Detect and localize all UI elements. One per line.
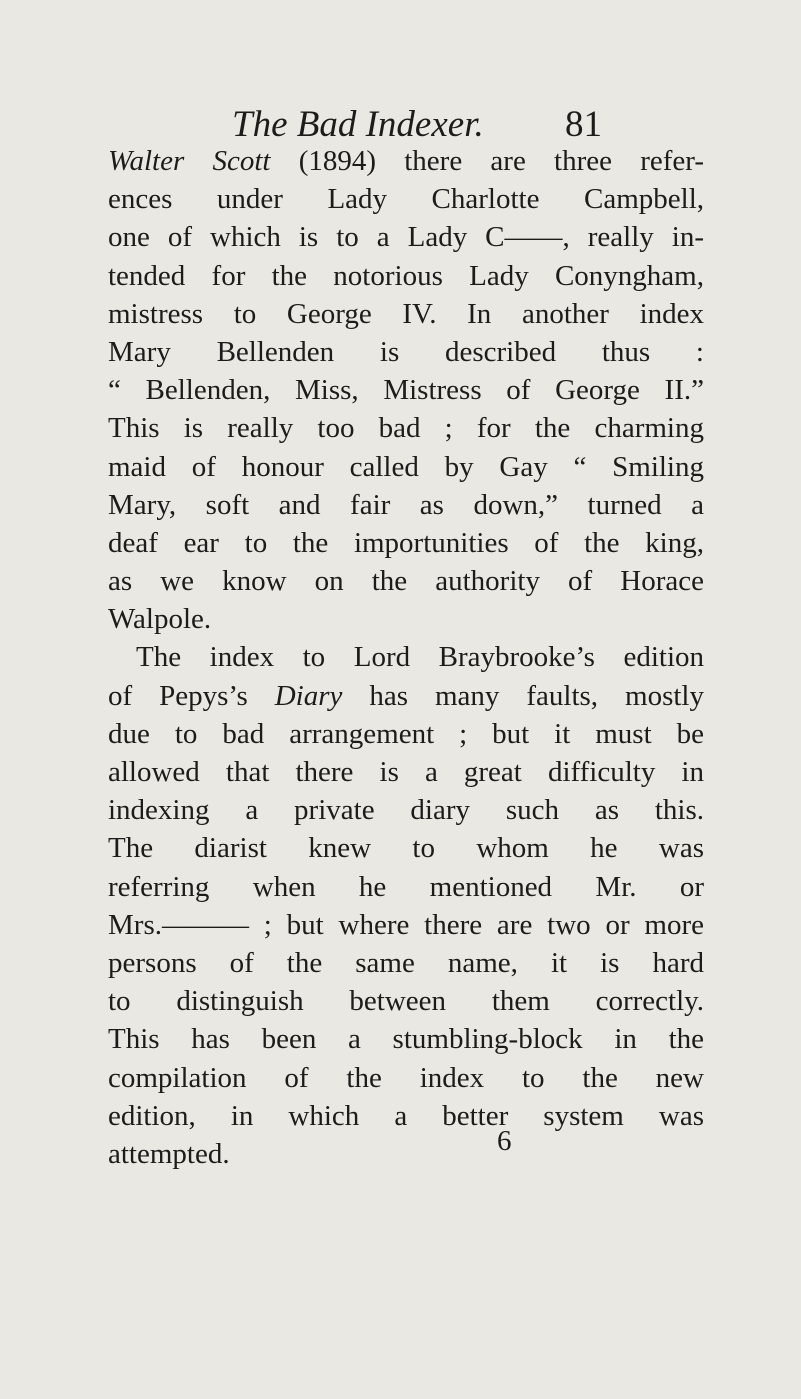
text-line: attempted.: [108, 1137, 230, 1170]
text-line: ences under Lady Charlotte Campbell,: [108, 183, 704, 216]
text-line: edition, in which a better system was: [108, 1099, 704, 1132]
text-line: tended for the notorious Lady Conyngham,: [108, 259, 704, 292]
page-number: 81: [565, 104, 602, 145]
text-line: The diarist knew to whom he was: [108, 832, 704, 865]
text-line: Mary, soft and fair as down,” turned a: [108, 488, 704, 521]
text-line: due to bad arrangement ; but it must be: [108, 717, 704, 750]
signature-mark: 6: [497, 1125, 512, 1157]
text-line: Walter Scott (1894) there are three refer-: [108, 145, 704, 177]
text-line: Mary Bellenden is described thus :: [108, 335, 704, 368]
text-line: persons of the same name, it is hard: [108, 946, 704, 979]
text-line: This is really too bad ; for the charming: [108, 412, 704, 445]
running-title: The Bad Indexer.: [232, 104, 484, 145]
text-line: compilation of the index to the new: [108, 1061, 704, 1094]
text-line: indexing a private diary such as this.: [108, 794, 704, 827]
text-line: This has been a stumbling-block in the: [108, 1023, 704, 1056]
text-line: of Pepys’s Diary has many faults, mostly: [108, 679, 704, 712]
text-line: deaf ear to the importunities of the king,: [108, 526, 704, 559]
text-line: “ Bellenden, Miss, Mistress of George II.”: [108, 374, 704, 407]
text-line: maid of honour called by Gay “ Smiling: [108, 450, 704, 483]
body-text: [108, 142, 704, 1173]
text-line: one of which is to a Lady C——, really in-: [108, 221, 704, 254]
text-line: as we know on the authority of Horace: [108, 565, 704, 598]
text-line: The index to Lord Braybrooke’s edition: [136, 641, 704, 674]
text-line: Walpole.: [108, 603, 212, 636]
text-line: allowed that there is a great difficulty in: [108, 756, 704, 788]
text-line: mistress to George IV. In another index: [108, 297, 704, 330]
text-line: referring when he mentioned Mr. or: [108, 870, 704, 903]
text-line: Mrs.——— ; but where there are two or more: [108, 908, 704, 941]
text-line: to distinguish between them correctly.: [108, 985, 704, 1018]
